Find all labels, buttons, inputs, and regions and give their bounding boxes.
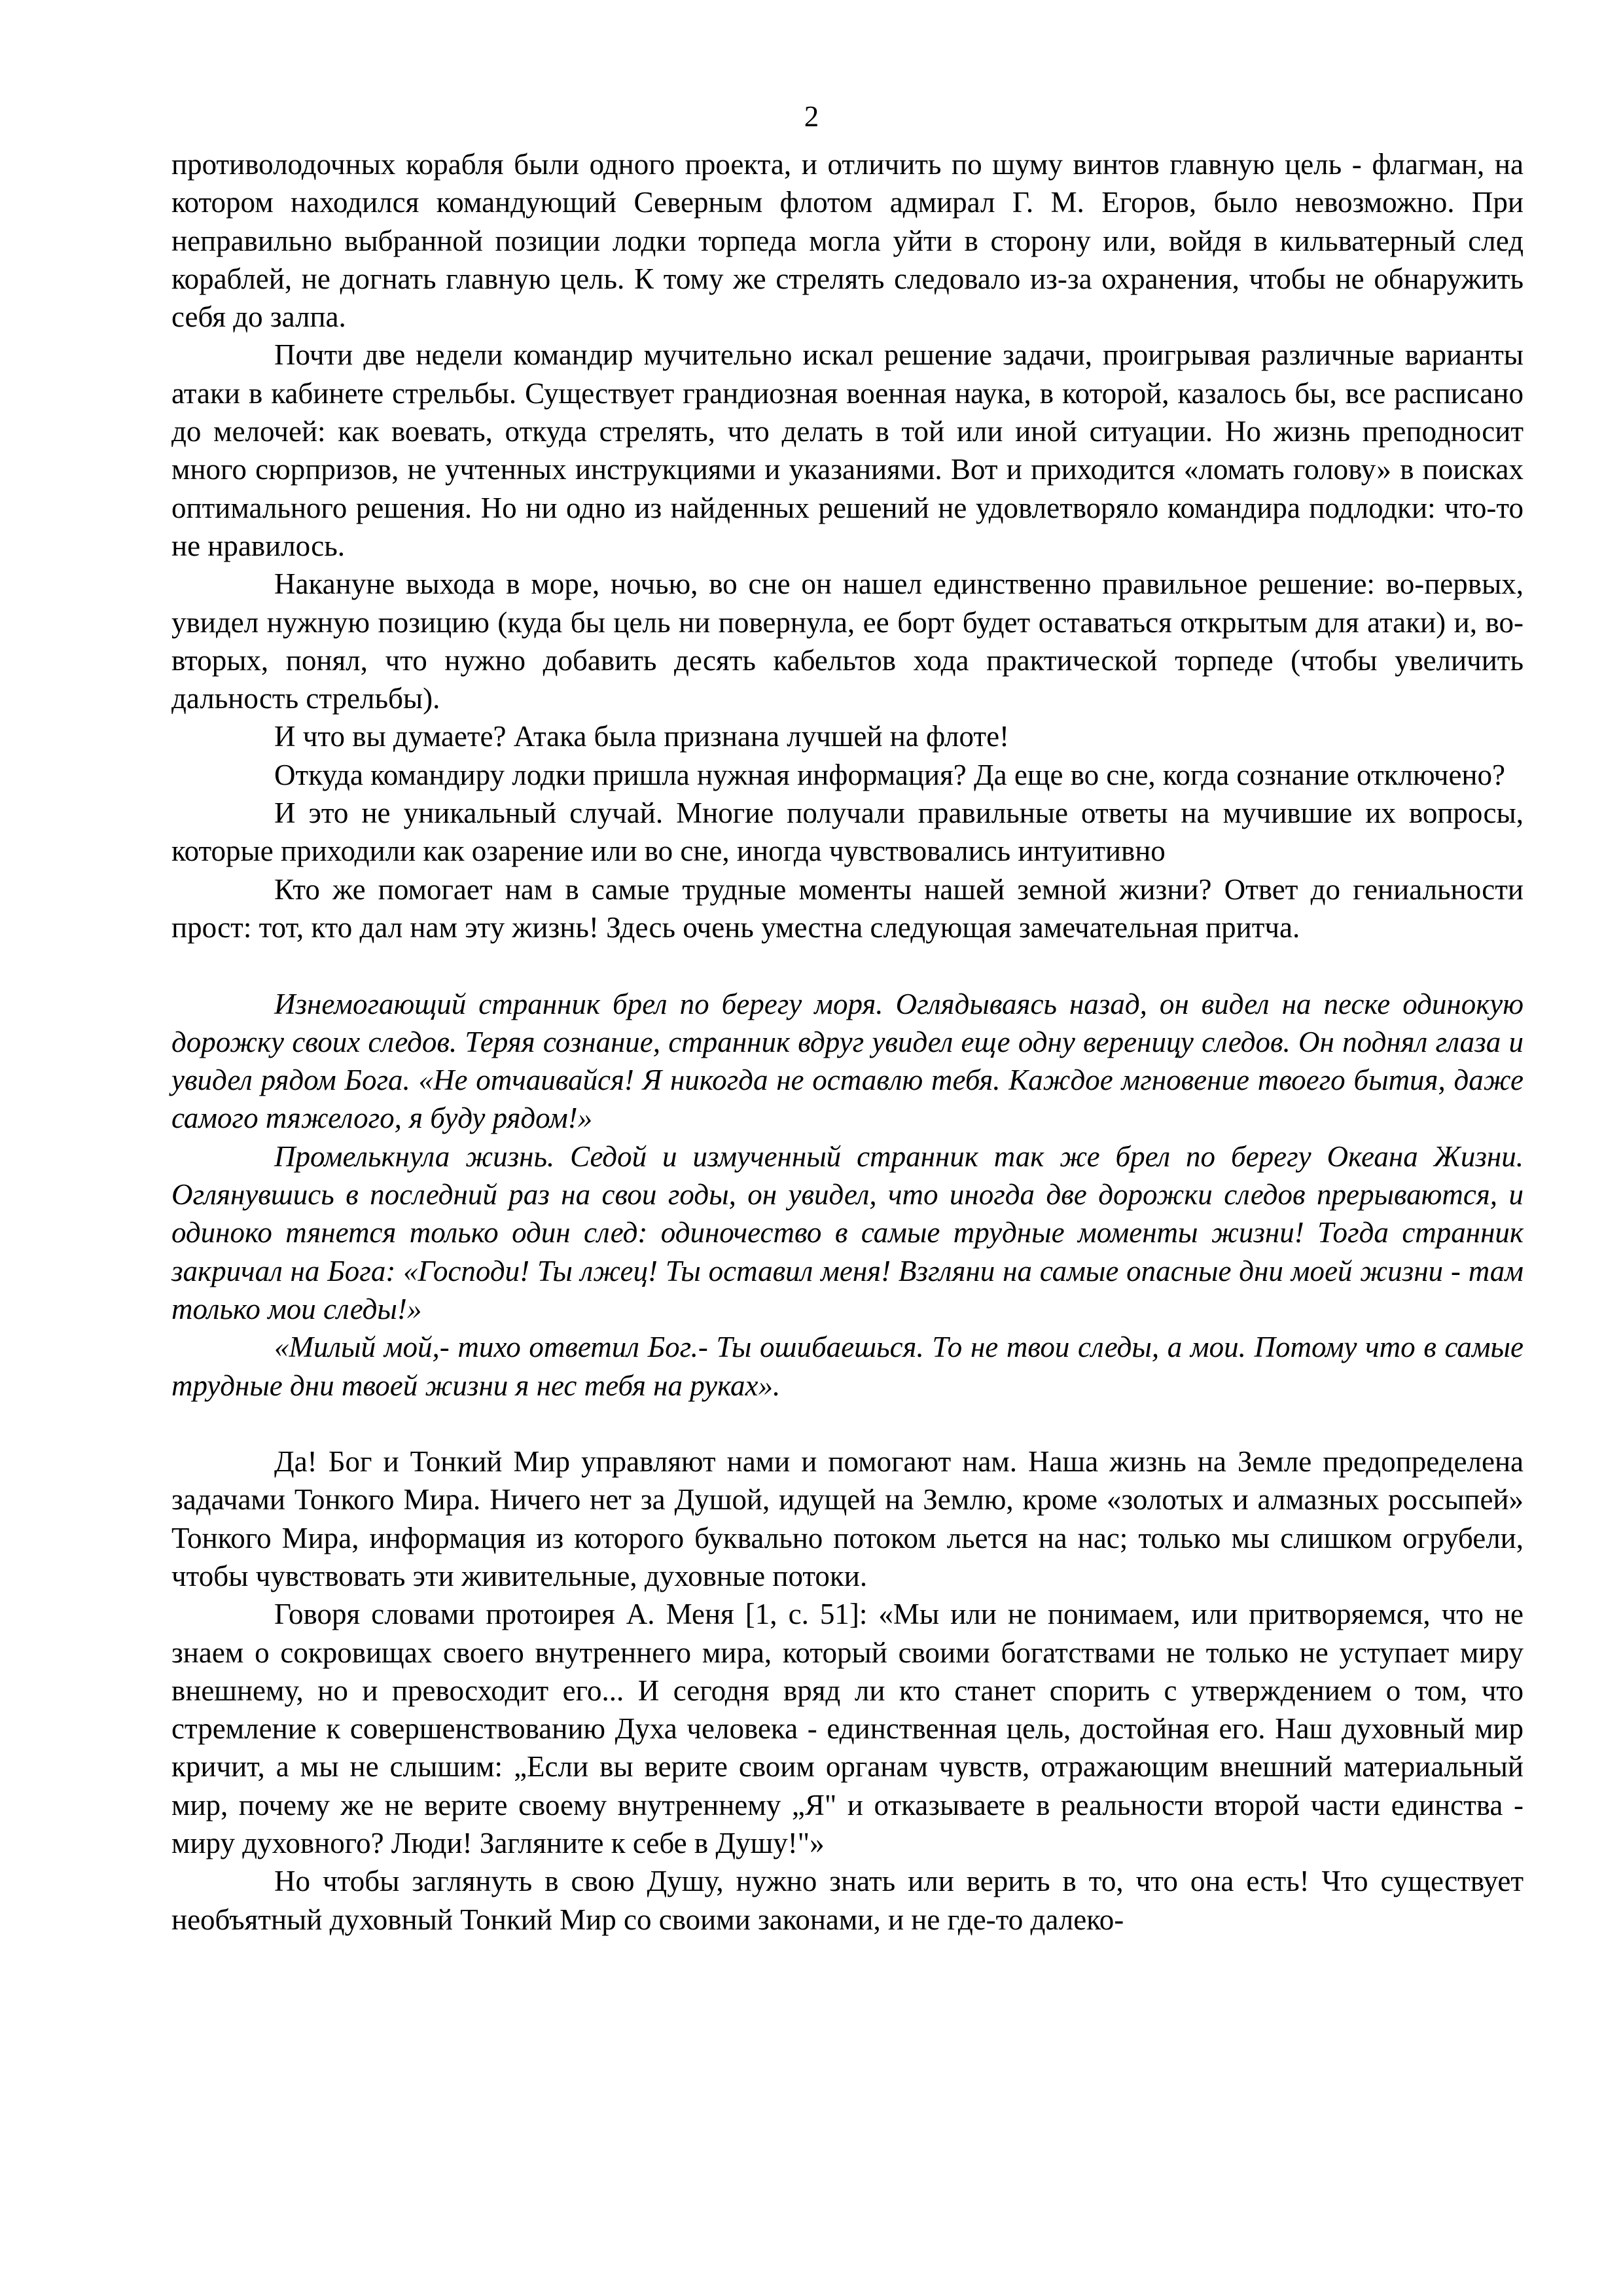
paragraph: Почти две недели командир мучительно искал решение задачи, проигрывая различные варианты атаки в кабинете стрельбы. Существует грандиозная военная наука, в которой, казалось бы, все расписано до мелочей: как воевать, откуда стрелять, что делать в той или иной ситуации. Но жизнь преподносит много сюрпризов, не учтенных инструкциями и указаниями. Вот и приходится «ломать голову» в поисках оптимального решения. Но ни одно из найденных решений не удовлетворяло командира подлодки: что-то не нравилось. — [171, 338, 1524, 562]
paragraph: Накануне выхода в море, ночью, во сне он нашел единственно правильное решение: во-первых, увидел нужную позицию (куда бы цель ни повернула, ее борт будет оставаться открытым для атаки) и, во-вторых, понял, что нужно добавить десять кабельтов хода практической торпеде (чтобы увеличить дальность стрельбы). — [171, 567, 1524, 715]
paragraph: И это не уникальный случай. Многие получали правильные ответы на мучившие их вопросы, которые приходили как озарение или во сне, иногда чувствовались интуитивно — [171, 797, 1524, 868]
paragraph: Говоря словами протоирея А. Меня [1, с. 51]: «Мы или не понимаем, или притворяемся, что не знаем о сокровищах своего внутреннего мира, который своими богатствами не только не уступает миру внешнему, но и превосходит его... И сегодня вряд ли кто станет спорить с утверждением о том, что стремление к совершенствованию Духа человека - единственная цель, достойная его. Наш духовный мир кричит, а мы не слышим: „Если вы верите своим органам чувств, отражающим внешний материальный мир, почему же не верите своему внутреннему „Я" и отказываете в реальности второй части единства - миру духовного? Люди! Загляните к себе в Душу!"» — [171, 1598, 1524, 1860]
paragraph: Откуда командиру лодки пришла нужная информация? Да еще во сне, когда сознание отключено? — [274, 758, 1505, 791]
paragraph: Да! Бог и Тонкий Мир управляют нами и помогают нам. Наша жизнь на Земле предопределена задачами Тонкого Мира. Ничего нет за Душой, идущей на Землю, кроме «золотых и алмазных россыпей» Тонкого Мира, информация из которого буквально потоком льется на нас; только мы слишком огрубели, чтобы чувствовать эти живительные, духовные потоки. — [171, 1445, 1524, 1592]
page-number: 2 — [804, 100, 819, 133]
body-text — [171, 145, 1524, 1939]
paragraph: И что вы думаете? Атака была признана лучшей на флоте! — [274, 720, 1010, 753]
parable-paragraph: Промелькнула жизнь. Седой и измученный странник так же брел по берегу Океана Жизни. Оглянувшись в последний раз на свои годы, он увидел, что иногда две дорожки следов прерываются, и одиноко тянется только один след: одиночество в самые трудные моменты жизни! Тогда странник закричал на Бога: «Господи! Ты лжец! Ты оставил меня! Взгляни на самые опасные дни моей жизни - там только мои следы!» — [171, 1139, 1524, 1325]
paragraph: противолодочных корабля были одного проекта, и отличить по шуму винтов главную цель - флагман, на котором находился командующий Северным флотом адмирал Г. М. Егоров, было невозможно. При неправильно выбранной позиции лодки торпеда могла уйти в сторону или, войдя в кильватерный след кораблей, не догнать главную цель. К тому же стрелять следовало из-за охранения, чтобы не обнаружить себя до залпа. — [171, 148, 1524, 334]
paragraph: Кто же помогает нам в самые трудные моменты нашей земной жизни? Ответ до гениальности прост: тот, кто дал нам эту жизнь! Здесь очень уместна следующая замечательная притча. — [171, 872, 1524, 944]
parable-paragraph: Изнемогающий странник брел по берегу моря. Оглядываясь назад, он видел на песке одинокую дорожку своих следов. Теряя сознание, странник вдруг увидел еще одну вереницу следов. Он поднял глаза и увидел рядом Бога. «Не отчаивайся! Я никогда не оставлю тебя. Каждое мгновение твоего бытия, даже самого тяжелого, я буду рядом!» — [171, 987, 1524, 1135]
parable-paragraph: «Милый мой,- тихо ответил Бог.- Ты ошибаешься. То не твои следы, а мои. Потому что в самые трудные дни твоей жизни я нес тебя на руках». — [171, 1331, 1524, 1402]
paragraph: Но чтобы заглянуть в свою Душу, нужно знать или верить в то, что она есть! Что существует необъятный духовный Тонкий Мир со своими законами, и не где-то далеко- — [171, 1865, 1524, 1936]
